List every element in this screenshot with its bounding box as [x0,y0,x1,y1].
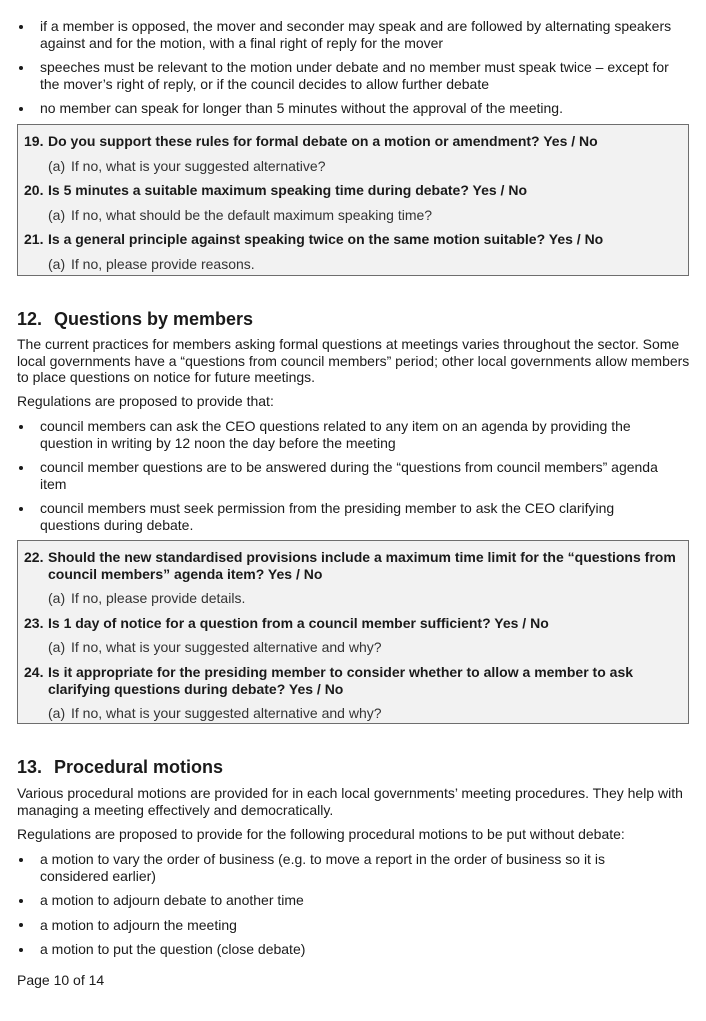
list-item: a motion to adjourn debate to another time [17,892,690,909]
question-24: 24. Is it appropriate for the presiding member to consider whether to allow a member to ask clarifying questions during debate? Yes / No [24,663,634,697]
question-20: 20. Is 5 minutes a suitable maximum speaking time during debate? Yes / No [24,182,527,199]
question-19: 19. Do you support these rules for formal debate on a motion or amendment? Yes / No [24,133,598,149]
section-13-list [17,851,690,958]
list-item: council members can ask the CEO questions related to any item on an agenda by providing the question in writing by 12 noon the day before the meeting [17,418,690,451]
question-21: 21. Is a general principle against speaking twice on the same motion suitable? Yes / No [24,231,604,248]
section-13-intro: Various procedural motions are provided for in each local governments’ meeting procedures. They help with managing a meeting effectively and democratically. [17,785,683,818]
question-22a: (a) If no, please provide details. [48,590,246,607]
list-item: a motion to vary the order of business (e.g. to move a report in the order of business so it is considered earlier) [17,851,690,884]
section-13-lead: Regulations are proposed to provide for the following procedural motions to be put without debate: [17,826,625,842]
question-23a: (a) If no, what is your suggested alternative and why? [48,639,382,656]
section-12-list [17,418,690,534]
question-21a: (a) If no, please provide reasons. [48,255,255,272]
debate-rules-list [17,18,690,117]
list-item: speeches must be relevant to the motion under debate and no member must speak twice – except for the mover’s right of reply, or if the council decides to allow further debate [17,59,690,92]
question-box-19-21 [17,124,689,276]
section-heading-12: 12. Questions by members [17,309,254,329]
question-23: 23. Is 1 day of notice for a question from a council member sufficient? Yes / No [24,614,549,631]
page-number: Page 10 of 14 [17,972,105,988]
list-item: if a member is opposed, the mover and seconder may speak and are followed by alternating speakers against and for the motion, with a final right of reply for the mover [17,18,690,51]
section-12-intro: The current practices for members asking formal questions at meetings varies throughout the sector. Some local governments have a “questions from council members” period; other local governments allow members to place questions on notice for future meetings. [17,336,690,386]
list-item: no member can speak for longer than 5 minutes without the approval of the meeting. [17,100,690,117]
list-item: council members must seek permission from the presiding member to ask the CEO clarifying questions during debate. [17,500,690,533]
list-item: council member questions are to be answered during the “questions from council members” agenda item [17,459,690,492]
list-item: a motion to adjourn the meeting [17,917,690,934]
question-19a: (a) If no, what is your suggested alternative? [48,157,326,174]
question-22: 22. Should the new standardised provisions include a maximum time limit for the “questions from council members” agenda item? Yes / No [24,549,676,582]
question-box-22-24 [17,540,689,724]
section-heading-13: 13. Procedural motions [17,757,224,777]
list-item: a motion to put the question (close debate) [17,941,690,958]
section-12-lead: Regulations are proposed to provide that: [17,393,274,409]
question-20a: (a) If no, what should be the default maximum speaking time? [48,206,433,223]
question-24a: (a) If no, what is your suggested alternative and why? [48,705,382,722]
